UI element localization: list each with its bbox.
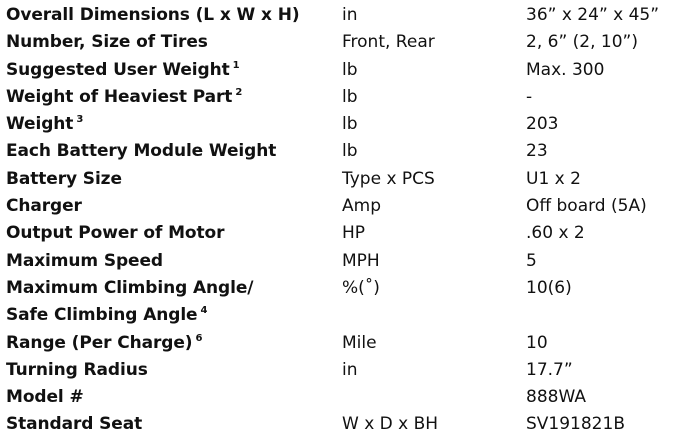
spec-unit: in: [342, 359, 358, 380]
spec-label: [6, 166, 122, 193]
spec-table: [6, 2, 670, 439]
footnote-marker: 1: [232, 59, 240, 71]
footnote-marker: 4: [200, 305, 208, 317]
spec-value: 203: [526, 114, 559, 135]
spec-label: [6, 220, 224, 247]
spec-label: [6, 138, 276, 165]
spec-row-range: [6, 330, 670, 357]
spec-row-model: [6, 384, 670, 411]
footnote-marker: 6: [195, 332, 203, 344]
spec-unit: W x D x BH: [342, 414, 439, 435]
spec-value: 17.7”: [526, 359, 573, 380]
spec-row-battery-module-weight: [6, 138, 670, 165]
spec-row-tires: [6, 29, 670, 56]
spec-value: Max. 300: [526, 59, 605, 80]
label-text: Maximum Speed: [6, 250, 163, 271]
spec-unit: %(˚): [342, 277, 380, 298]
footnote-marker: 2: [235, 86, 243, 98]
spec-value: 2, 6” (2, 10”): [526, 32, 638, 53]
spec-value: 10(6): [526, 277, 572, 298]
spec-row-user-weight: [6, 57, 670, 84]
spec-row-motor-power: [6, 220, 670, 247]
label-text: Weight: [6, 114, 74, 135]
label-text: Output Power of Motor: [6, 223, 225, 244]
spec-unit: MPH: [342, 250, 380, 271]
spec-unit: Type x PCS: [342, 168, 435, 189]
label-text: Charger: [6, 196, 82, 217]
spec-label: [6, 384, 84, 411]
label-text: Suggested User Weight: [6, 59, 230, 80]
label-text: Range (Per Charge): [6, 332, 193, 353]
spec-unit: lb: [342, 59, 358, 80]
spec-label: [6, 57, 240, 84]
spec-label: [6, 193, 82, 220]
spec-label: [6, 411, 142, 438]
spec-row-weight: [6, 111, 670, 138]
label-text: Overall Dimensions (L x W x H): [6, 5, 300, 25]
label-text: Maximum Climbing Angle/: [6, 277, 254, 298]
spec-value: 10: [526, 332, 548, 353]
spec-label: [6, 84, 242, 111]
spec-row-max-speed: [6, 248, 670, 275]
spec-row-battery-size: [6, 166, 670, 193]
label-text: Number, Size of Tires: [6, 32, 208, 53]
label-text: Model #: [6, 387, 84, 408]
label-text: Battery Size: [6, 168, 122, 189]
spec-value: U1 x 2: [526, 168, 581, 189]
spec-value: 23: [526, 141, 548, 162]
label-text: Turning Radius: [6, 359, 148, 380]
spec-row-safe-climbing-angle: [6, 302, 670, 329]
spec-label: [6, 302, 207, 329]
label-text: Standard Seat: [6, 414, 143, 435]
spec-row-charger: [6, 193, 670, 220]
spec-label: [6, 357, 148, 384]
spec-row-overall-dimensions: [6, 2, 670, 29]
spec-value: SV191821B: [526, 414, 625, 435]
spec-unit: Mile: [342, 332, 377, 353]
spec-label: [6, 2, 300, 29]
spec-unit: Front, Rear: [342, 32, 435, 53]
spec-value: .60 x 2: [526, 223, 585, 244]
spec-label: [6, 29, 208, 56]
label-text: Each Battery Module Weight: [6, 141, 277, 162]
label-text: Safe Climbing Angle: [6, 305, 198, 326]
footnote-marker: 3: [76, 114, 84, 126]
spec-value: -: [526, 86, 533, 107]
spec-unit: HP: [342, 223, 366, 244]
spec-row-standard-seat: [6, 411, 670, 438]
spec-unit: lb: [342, 141, 358, 162]
spec-unit: in: [342, 5, 358, 25]
spec-unit: lb: [342, 114, 358, 135]
label-text: Weight of Heaviest Part: [6, 86, 233, 107]
spec-label: [6, 330, 202, 357]
spec-unit: lb: [342, 86, 358, 107]
spec-value: Off board (5A): [526, 196, 647, 217]
spec-label: [6, 275, 253, 302]
spec-label: [6, 111, 83, 138]
spec-value: 888WA: [526, 387, 586, 408]
spec-value: 36” x 24” x 45”: [526, 5, 660, 25]
spec-row-turning-radius: [6, 357, 670, 384]
spec-value: 5: [526, 250, 537, 271]
spec-row-max-climbing-angle: [6, 275, 670, 302]
spec-unit: Amp: [342, 196, 381, 217]
spec-row-heaviest-part: [6, 84, 670, 111]
spec-label: [6, 248, 163, 275]
